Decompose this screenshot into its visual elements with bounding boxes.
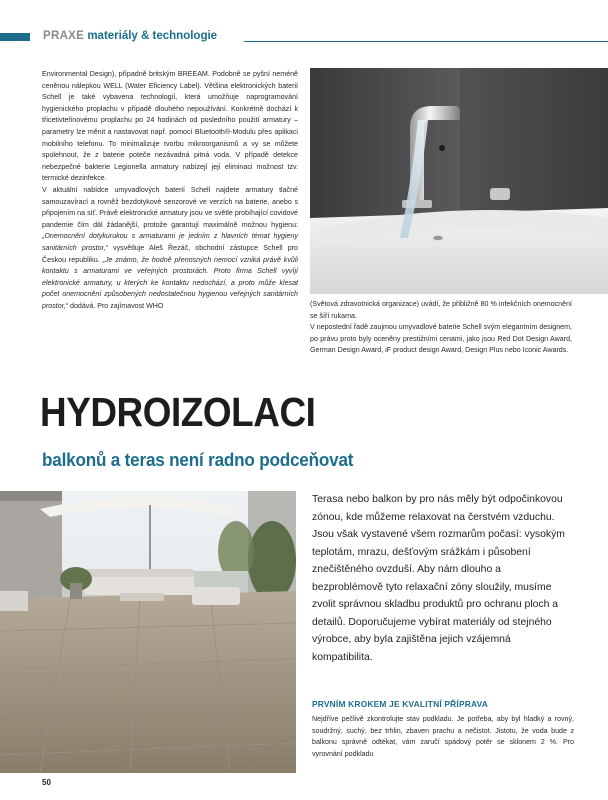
paragraph-text: vysvětluje Aleš Řezáč, obchodní zástupce Schell pro Českou republiku. bbox=[42, 243, 298, 264]
quote-text: „Je známo, že hodně přenosných nemocí vzniká právě kvůli kontaktu s armaturami ve veřejných prostorách. Proto firma Schell vyvíjí elektronické armatury, u kterých ke kontaktu nedochází, a proto může klesat počet onemocnění způsobených nedostatečnou hygienou veřejných sanitárních prostor,“ bbox=[42, 255, 298, 310]
header-accent-bar bbox=[0, 33, 30, 41]
category-label: materiály & technologie bbox=[87, 30, 218, 42]
section-heading: PRVNÍM KROKEM JE KVALITNÍ PŘÍPRAVA bbox=[312, 699, 489, 709]
left-column-text bbox=[42, 69, 298, 312]
terrace-photo bbox=[0, 491, 296, 773]
left-paragraph-2 bbox=[42, 185, 298, 313]
right-paragraph-1: (Světová zdravotnická organizace) uvádí, že přibližně 80 % infekčních onemocnění se šíří rukama. bbox=[310, 300, 572, 320]
paragraph-text: dodává. Pro zajímavost WHO bbox=[68, 301, 164, 310]
quote-text: „Onemocnění dotykurukou s armaturami je jedním z hlavních témat hygieny sanitárních prostor,“ bbox=[42, 232, 298, 252]
terrace-illustration bbox=[0, 491, 296, 773]
paragraph-text: V aktuální nabídce umyvadlových baterií Schell najdete armatury tlačné samouzavírací a rovněž bezdotykové senzorové ve verzích na baterie, anebo s připojením na síť. Právě elektronické armatury jsou ve světle probíhající covidové pandemie čím dál žádanější, protože garantují maximálně možnou hygienu: bbox=[42, 185, 298, 229]
faucet-photo bbox=[310, 68, 608, 294]
left-paragraph-1: Environmental Design), případně britským BREEAM. Podobně se pyšní neméně ceněnou nálepkou WELL (Water Eficiency Label). Většina elektronických baterií Schell je také vybavena technologií, která umožňuje naprogramování hygienického proplachu v případě dlouhého nepoužívání. Konkrétně dochází k třicetivteřinovému proplachu po 24 hodinách od posledního použití armatury – parametry lze měnit a nastavovat např. pomocí Bluetooth®-Modulu přes aplikaci mobilního telefonu. To minimalizuje tvorbu mikroorganismů a vy se můžete spolehnout, že z baterie poteče nezávadná pitná voda. V případě detekce nebezpečné bakterie Legionella armatury nabízejí její eliminaci možnost tzv. termické dezinfekce. bbox=[42, 70, 298, 183]
article-subheadline: balkonů a teras není radno podceňovat bbox=[42, 450, 354, 470]
faucet-illustration bbox=[310, 68, 608, 294]
header-rule bbox=[244, 41, 608, 42]
page-number: 50 bbox=[42, 778, 51, 787]
section-header bbox=[43, 30, 217, 42]
article-headline: HYDROIZOLACI bbox=[40, 389, 316, 435]
section-label: PRAXE bbox=[43, 30, 85, 42]
article-lead: Terasa nebo balkon by pro nás měly být odpočinkovou zónou, kde můžeme relaxovat na čerstvém vzduchu. Jsou však vystavené všem rozmarům počasí: vysokým teplotám, mrazu, dešťovým srážkám i působení znečištěného ovzduší. Aby nám dlouho a bezproblémově tyto relaxační zóny sloužily, musíme zvolit správnou skladbu produktů pro ochranu ploch a detailů. Doporučujeme vybírat materiály od stejného výrobce, aby byla zajištěna jejich vzájemná kompatibilita. bbox=[312, 494, 565, 663]
right-column-text bbox=[310, 299, 572, 357]
right-paragraph-2: V nepostední řadě zaujmou umyvadlové baterie Schell svým elegantním designem, po právu proto byly oceněny prestižními cenami, jako jsou Red Dot Design Award, German Design Award, iF product design Award, Design Plus nebo Iconic Awards. bbox=[310, 323, 572, 355]
article-body: Nejdříve pečlivě zkontrolujte stav podkladu. Je potřeba, aby byl hladký a rovný, soudržný, suchý, bez trhlin, zbaven prachu a nečistot. Jistotu, že voda bude z balkonu správně odtékat, vám zaručí spádový potěr se sklonem 2 %. Pro vyrovnání podkladu bbox=[312, 715, 574, 758]
